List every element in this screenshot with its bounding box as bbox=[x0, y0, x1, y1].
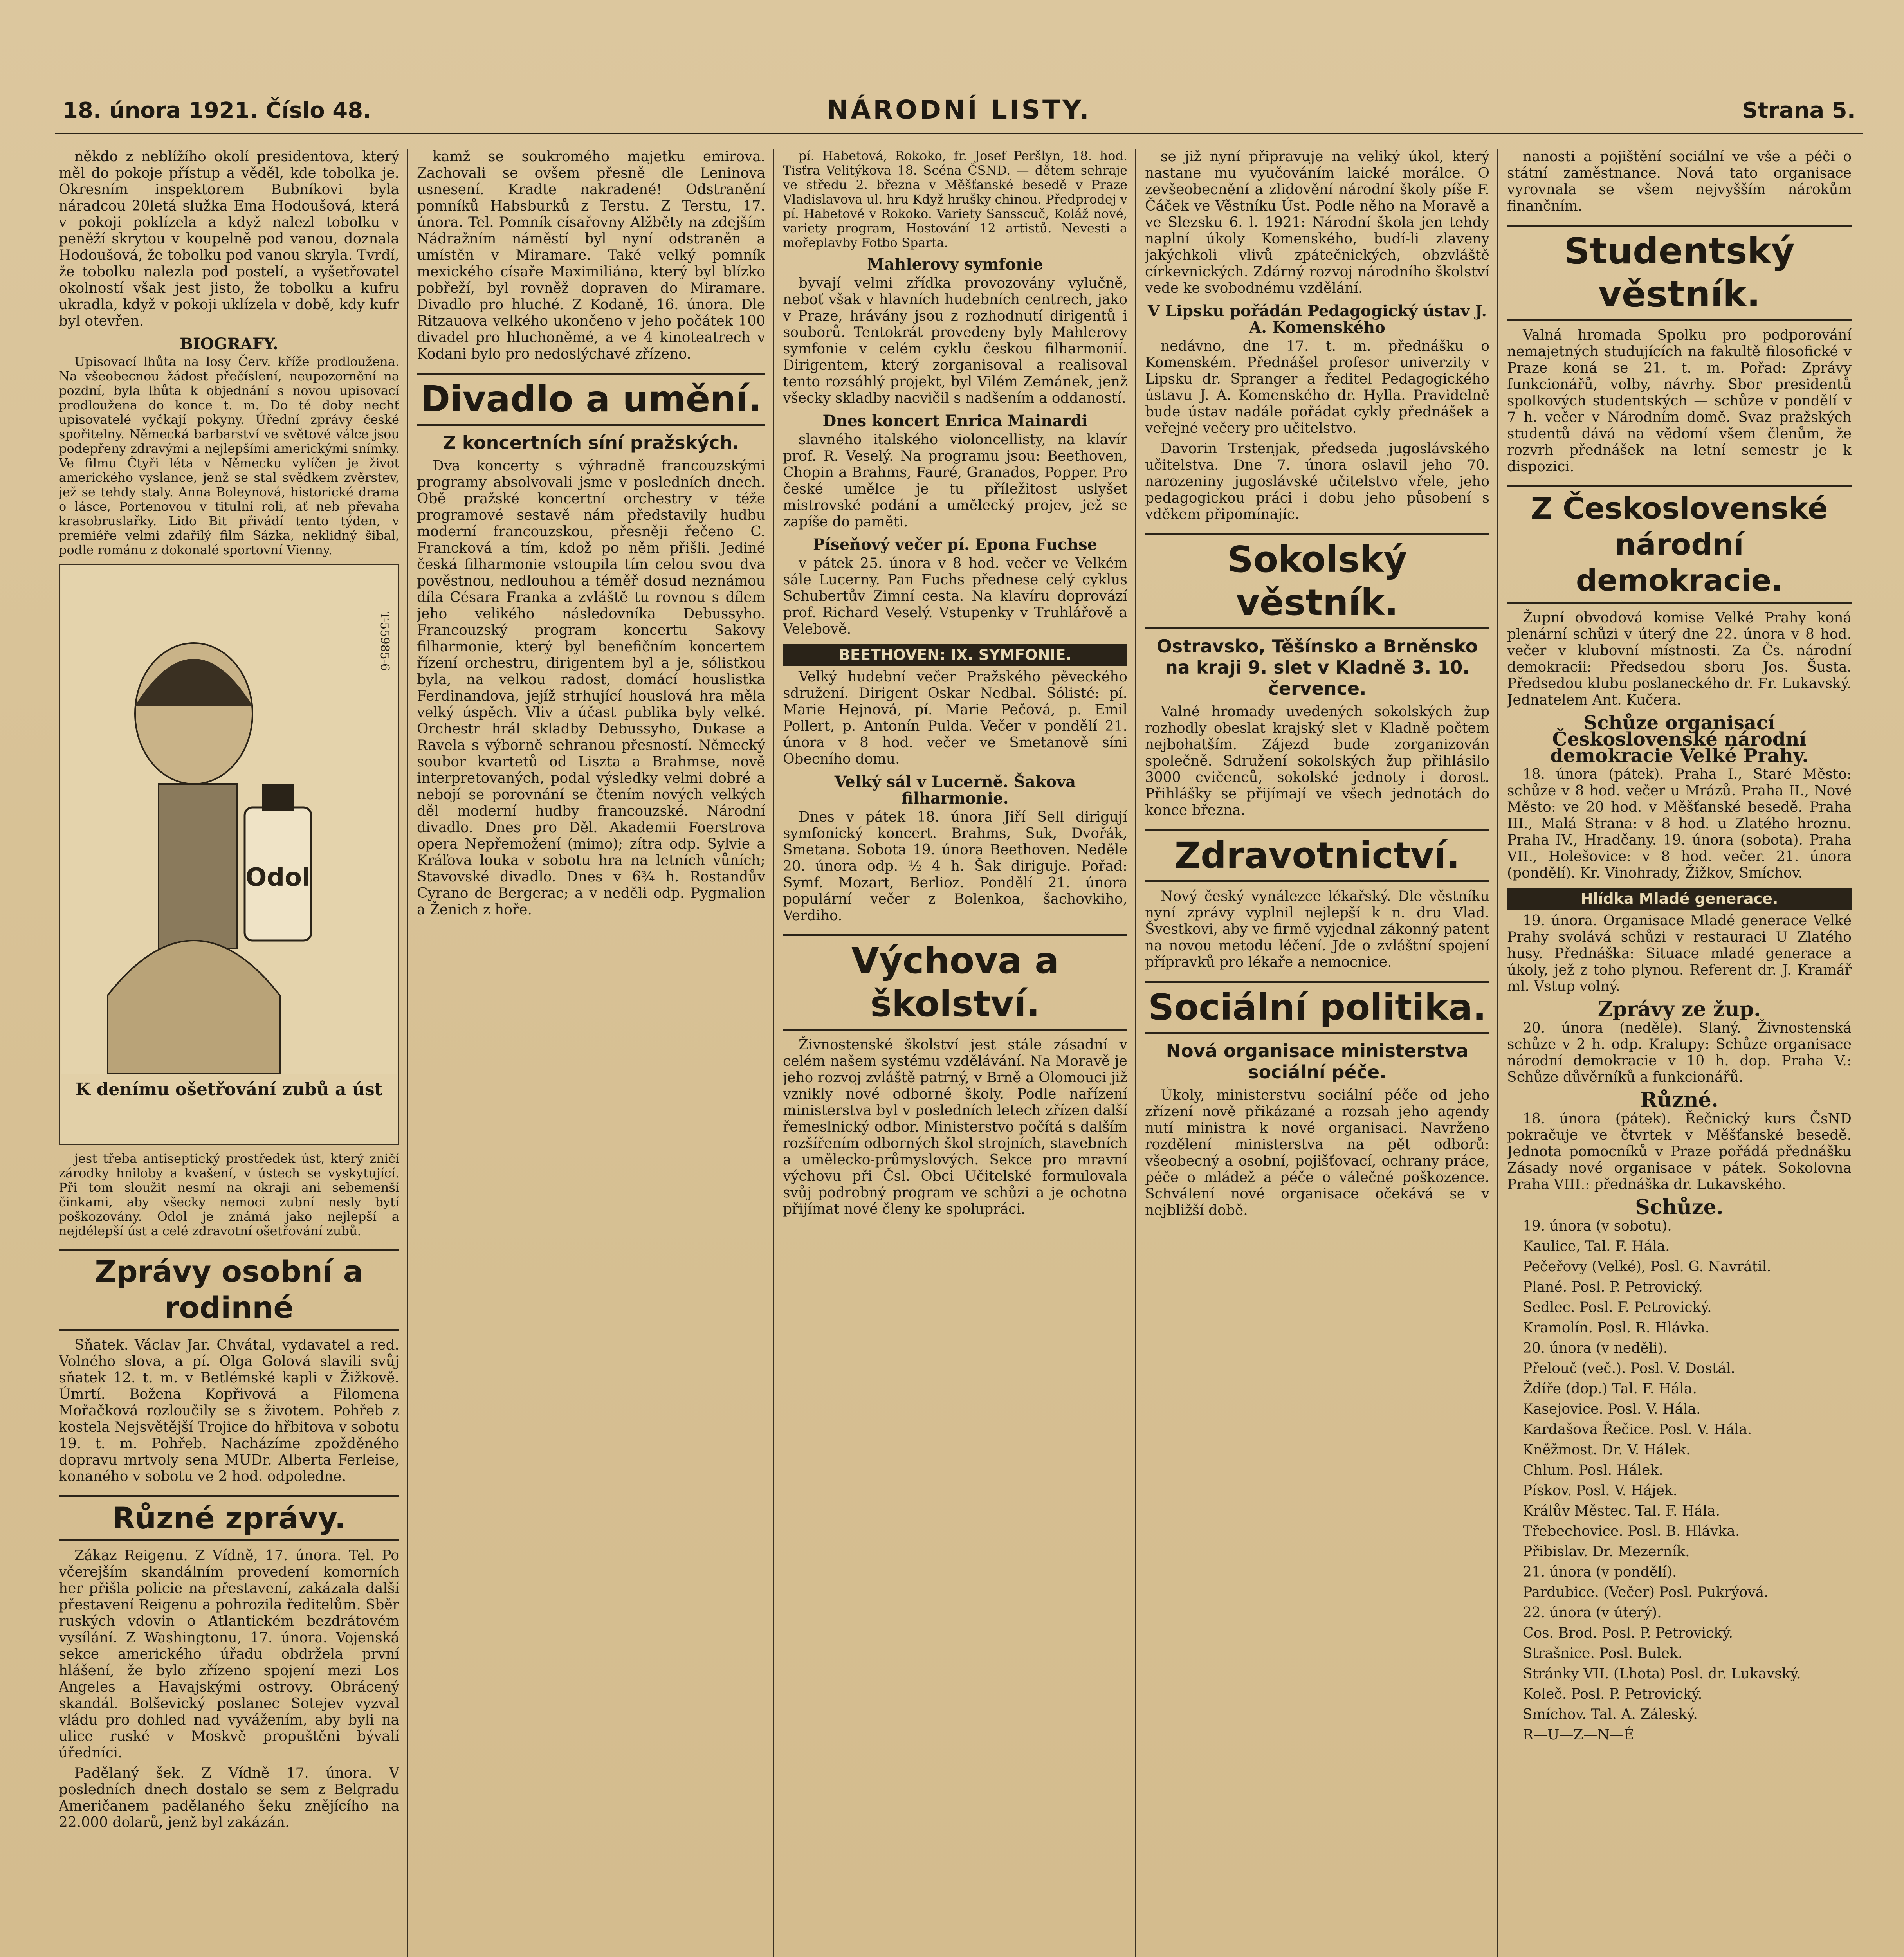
section-heading-various: Různé zprávy. bbox=[59, 1495, 399, 1541]
article-text: Velký hudební večer Pražského pěveckého sdružení. Dirigent Oskar Nedbal. Sólisté: pí. Marie Hejnová, pí. Marie Pečová, p. Emil Pollert, p. Antonín Pulda. Večer v pondělí 21. února v 8 hod. večer ve Smetanově síni Obecního domu. bbox=[783, 669, 1127, 767]
section-heading-sokol: Sokolský věstník. bbox=[1145, 533, 1489, 629]
meeting-list-item: 22. února (v úterý). bbox=[1523, 1605, 1662, 1621]
column-divider bbox=[1497, 149, 1498, 1957]
column-divider bbox=[407, 149, 408, 1957]
meeting-list-item: Stránky VII. (Lhota) Posl. dr. Lukavský. bbox=[1523, 1666, 1801, 1682]
section-heading-students: Studentský věstník. bbox=[1507, 225, 1852, 321]
advertisement-illustration bbox=[60, 565, 398, 1074]
meeting-list-item: Pískov. Posl. V. Hájek. bbox=[1523, 1483, 1678, 1499]
article-heading: Různé. bbox=[1640, 1088, 1718, 1112]
article-text: Valné hromady uvedených sokolských žup rozhodly obeslat krajský slet v Kladně počtem nejbohatším. Zájezd bude zorganizován společně. Sdružení sokolských žup přihlásilo 3000 cvičenců, sokolské jednoty i dorost. Přihlášky se přijímají ve všech jednotách do konce března. bbox=[1145, 704, 1489, 818]
meeting-list-item: Plané. Posl. P. Petrovický. bbox=[1523, 1279, 1703, 1295]
article-text: 18. února (pátek). Praha I., Staré Město: schůze v 8 hod. večer u Mrázů. Praha II., Nové Město: ve 20 hod. v Měšťanské besedě. Praha III., Malá Strana: v 8 hod. u Zlatého hroznu. Praha IV., Hradčany. 19. února (sobota). Praha VII., Holešovice: v 8 hod. večer. 21. února (pondělí). Kr. Vinohrady, Žižkov, Smíchov. bbox=[1507, 766, 1852, 881]
meeting-list-item: Třebechovice. Posl. B. Hlávka. bbox=[1523, 1523, 1740, 1539]
meeting-list-item: 21. února (v pondělí). bbox=[1523, 1564, 1677, 1580]
ad-caption: K denímu ošetřování zubů a úst bbox=[76, 1079, 382, 1099]
odol-advertisement bbox=[59, 564, 399, 1145]
article-text: Dva koncerty s výhradně francouzskými programy absolvovali jsme v posledních dnech. Obě pražské koncertní orchestry v téže programové sestavě nám představily hudbu moderní francouzskou, přesněji řečeno C. Francková a tím, kdož po něm přišli. Jediné česká filharmonie vstoupila tím celou svou dva pověstnou, nedlouhou a téměř dosud neznámou díla Césara Franka a zvláště tu rovnou s dílem jeho velikého následovníka Debussyho. Francouzský program koncertu Sakovy filharmonie, který byl benefičním koncertem řízení orchestru, dirigentem byl a je, sólistkou byla, na velkou radost, domácí houslistka Ferdinandova, jejíž strhující houslová hra měla velký úspěch. Vliv a účast publika byly velké. Orchestr hrál skladby Debussyho, Dukase a Ravela s výborně sehranou přesností. Německý soubor kvartetů od Liszta a Brahmse, nově interpretovaných, podal výsledky velmi dobré a nebojí se porovnání se čtením nových velkých děl moderní hudby francouzské. Národní divadlo. Dnes pro Děl. Akademii Foerstrova opera Nepřemožení (mimo); zítra odp. Sylvie a Kráľova louka v sobotu hra na letních vůních; Stavovské divadlo. Dnes v 6¾ h. Rostandův Cyrano de Bergerac; a v neděli odp. Pygmalion a Ženich z hoře. bbox=[417, 458, 765, 918]
meeting-list-item: Strašnice. Posl. Bulek. bbox=[1523, 1645, 1683, 1661]
article-text: Dnes v pátek 18. února Jiří Sell dirigují symfonický koncert. Brahms, Suk, Dvořák, Smetana. Sobota 19. února Beethoven. Neděle 20. února odp. ½ 4 h. Šak diriguje. Pořad: Symf. Mozart, Berlioz. Pondělí 21. února populární večer z Bolenkoa, šachovkiho, Verdiho. bbox=[783, 809, 1127, 924]
article-heading: Schůze organisací Československé národní demokracie Velké Prahy. bbox=[1550, 712, 1808, 767]
article-text: Nový český vynálezce lékařský. Dle věstníku nyní zprávy vyplnil nejlepší k n. dru Vlad. Švestkovi, aby ve firmě vyjednal zákonný patent na novou metodu léčení. Jde o zvláštní spojení přípravků pro lékaře a nemocnice. bbox=[1145, 888, 1489, 970]
meeting-list-item: Pardubice. (Večer) Posl. Pukrýová. bbox=[1523, 1584, 1769, 1600]
issue-date: 18. února 1921. Číslo 48. bbox=[63, 98, 371, 123]
section-heading-education: Výchova a školství. bbox=[783, 934, 1127, 1031]
meeting-list-item: Kaulice, Tal. F. Hála. bbox=[1523, 1238, 1670, 1254]
article-text: Župní obvodová komise Velké Prahy koná plenární schůzi v úterý dne 22. února v 8 hod. večer v klubovní místnosti. Za Čs. národní demokracii: Předsedou sboru Jos. Šusta. Předsedou klubu poslaneckého dr. Fr. Lukavský. Jednatelem Ant. Kučera. bbox=[1507, 610, 1852, 708]
meeting-list-item: Ždíře (dop.) Tal. F. Hála. bbox=[1523, 1381, 1697, 1397]
article-text: byvají velmi zřídka provozovány vylučně, neboť však v hlavních hudebních centrech, jako v Praze, hrávány jsou z rozhodnutí dirigentů i souborů. Tentokrát provedeny byly Mahlerovy symfonie v celém cyklu českou filharmonií. Dirigentem, který zorganisoval a realisoval tento rozsáhlý projekt, byl Vilém Zemánek, jenž všecky skladby nacvičil s nadšením a oddaností. bbox=[783, 275, 1127, 406]
meeting-list-item: Smíchov. Tal. A. Záleský. bbox=[1523, 1707, 1698, 1723]
meeting-list-item: Koleč. Posl. P. Petrovický. bbox=[1523, 1686, 1702, 1702]
article-text: v pátek 25. února v 8 hod. večer ve Velkém sále Lucerny. Pan Fuchs přednese celý cyklus Schubertův Zimní cesta. Na klavíru doprovází prof. Richard Veselý. Vstupenky v Truhlářově a Velebově. bbox=[783, 555, 1127, 637]
section-subheading: Nová organisace ministerstva sociální péče. bbox=[1166, 1040, 1469, 1083]
meeting-list-item: R—U—Z—N—É bbox=[1523, 1727, 1634, 1743]
article-text: pí. Habetová, Rokoko, fr. Josef Peršlyn, 18. hod. Tisťra Velitýkova 18. Scéna ČSND. — dětem sehraje ve středu 2. března v Měšťanské besedě v Praze Vladislavova ul. hru Když hrušky chinou. Předprodej v pí. Habetové v Rokoko. Variety Sansscuč, Koláž nové, variety program, Hostování 12 artistů. Nevesti a mořeplavby Fotbo Sparta. bbox=[783, 149, 1127, 250]
article-text: Živnostenské školství jest stále zásadní v celém našem systému vzdělávání. Na Moravě je jeho rozvoj zvláště patrný, v Brně a Olomouci již vznikly nové odborné školy. Podle nařízení ministerstva byl v posledních letech zřízen další řemeslnický odbor. Ministerstvo počítá s dalším rozšířením odborných škol strojních, stavebních a umělecko-průmyslových. Sekce pro mravní výchovu při Čsl. Obci Učitelské formulovala svůj podrobný program ve schůzi a je ochotna přijímat nové členy ke spolupráci. bbox=[783, 1037, 1127, 1217]
article-text: nedávno, dne 17. t. m. přednášku o Komenském. Přednášel profesor univerzity v Lipsku dr. Spranger a ředitel Pedagogického ústavu J. A. Komenského dr. Hylla. Pravidelně bude ústav nadále pořádat cykly přednášek a veřejné večery pro učitelstvo. bbox=[1145, 338, 1489, 436]
article-text: se již nyní připravuje na veliký úkol, který nastane mu vyučováním laické morálce. O zevšeobecnění a zlidovění národní školy píše F. Čáček ve Věstníku Úst. Podle něho na Moravě a ve Slezsku 6. l. 1921: Národní škola jen tehdy naplní úkoly Komenského, budí-li zlaveny jakýchkoli vlivů zpátečnických, obzvláště církevnických. Zdárný rozvoj národního školství vede ke svobodnému vzdělání. bbox=[1145, 149, 1489, 296]
article-text: slavného italského violoncellisty, na klavír prof. R. Veselý. Na programu jsou: Beethoven, Chopin a Brahms, Fauré, Granados, Popper. Pro české umělce je tu příležitost uslyšet mistrovské podání a umělecký projev, jež se zapíše do paměti. bbox=[783, 432, 1127, 530]
article-text: Upisovací lhůta na losy Červ. kříže prodloužena. Na všeobecnou žádost přečíslení, neupozornění na pozdní, byla lhůta k objednání s novou upisovací prodloužena do konce t. m. Do té doby nechť upisovatelé vyčkají pokyny. Úřední zprávy české spořitelny. Německá barbarství ve světové válce jsou podepřeny zdravými a nejlepšími americkými snímky. Ve filmu Čtyři léta v Německu vylíčen je život amerického vyslance, jenž se stal svědkem zvěrstev, jež se tehdy staly. Anna Boleynová, historické drama o lásce, Portenovou v titulní roli, ať neb převaha krasobruslařky. Lido Bit přivádí tento týden, v premiéře velmi zdařilý film Sázka, neklidný šibal, podle románu z dokonalé sportovní Vienny. bbox=[59, 354, 399, 557]
article-text: někdo z neblížího okolí presidentova, který měl do pokoje přístup a věděl, kde tobolka je. Okresním inspektorem Bubníkovi byla náradcou 20letá služka Ema Hodoušová, která v pokoji poklízela a když nalezl tobolku v peněží skrytou v koupelně pod vanou, doznala Hodoušová, že tobolku pod vanou skryla. Tvrdí, že tobolku nalezla pod postelí, a vyšetřovatel okolností však jest jisto, že tobolku a kufru ukradla, když v pokoji uklízela v době, kdy kufr byl otevřen. bbox=[59, 149, 399, 329]
column-3 bbox=[783, 149, 1127, 1957]
article-text: kamž se soukromého majetku emirova. Zachovali se ovšem přesně dle Leninova usnesení. Kradte nakradené! Odstranění pomníků Habsburků z Terstu. Z Terstu, 17. února. Tel. Pomník císařovny Alžběty na zdejším Nádražním náměstí byl nyní odstraněn a umístěn v Miramare. Také velký pomník mexického císaře Maximiliána, který byl blízko pobřeží, byl rovněž dopraven do Miramare. Divadlo pro hluché. Z Kodaně, 16. února. Dle Ritzauova velkého ukončeno v jeho počátek 100 divadel pro hluchoněmé, a ve 4 kinoteatrech v Kodani bylo pro nedoslýchavé zřízeno. bbox=[417, 149, 765, 362]
article-heading: Mahlerovy symfonie bbox=[867, 255, 1043, 274]
article-text: Valná hromada Spolku pro podporování nemajetných studujících na fakultě filosofické v Praze koná se 21. t. m. Pořad: Zprávy funkcionářů, volby, návrhy. Sbor presidentů spolkových studentských — schůze v pondělí v 7 h. večer v Národním domě. Svaz pražských studentů dává na vědomí všem členům, že rozvrh přednášek na letní semestr je k dispozici. bbox=[1507, 327, 1852, 475]
section-heading-personal: Zprávy osobní a rodinné bbox=[59, 1249, 399, 1331]
article-banner: Hlídka Mladé generace. bbox=[1507, 888, 1852, 910]
article-text: Úkoly, ministerstvu sociální péče od jeho zřízení nově přikázané a rozsah jeho agendy nutí ministra k nové organisaci. Navrženo rozdělení ministerstva na pět odborů: všeobecný a osobní, pojišťovací, ochrany práce, péče o mládež a péče o válečné poškozence. Schválení nové organisace očekává se v nejbližší době. bbox=[1145, 1087, 1489, 1218]
article-text: nanosti a pojištění sociální ve vše a péči o státní zaměstnance. Nová tato organisace vyrovnala se všem nejvyšším nárokům finančním. bbox=[1507, 149, 1852, 214]
biografy-heading: BIOGRAFY. bbox=[180, 335, 278, 353]
meeting-list-item: Kardašova Řečice. Posl. V. Hála. bbox=[1523, 1422, 1752, 1438]
article-text: Padělaný šek. Z Vídně 17. února. V posledních dnech dostalo se sem z Belgradu Američanem padělaného šeku znějícího na 22.000 dolarů, jenž byl zakázán. bbox=[59, 1765, 399, 1831]
ad-text: jest třeba antiseptický prostředek úst, který zničí zárodky hniloby a kvašení, v ústech se vyskytující. Při tom sloužit nesmí na okraji ani sebemenší činkami, aby všecky nemoci zubní nesly bytí poškozovány. Odol je známá jako nejlepší a nejdélepší úst a celé zdravotní ošetřování zubů. bbox=[59, 1151, 399, 1238]
meeting-list bbox=[1507, 1218, 1852, 1743]
section-subheading: Ostravsko, Těšínsko a Brněnsko na kraji 9. slet v Kladně 3. 10. července. bbox=[1156, 636, 1478, 699]
section-heading-party: Z Československé národní demokracie. bbox=[1507, 485, 1852, 604]
article-banner: BEETHOVEN: IX. SYMFONIE. bbox=[783, 644, 1127, 666]
newspaper-title: NÁRODNÍ LISTY. bbox=[827, 95, 1091, 125]
ad-code: T-55985-6 bbox=[378, 612, 391, 671]
article-text: 19. února. Organisace Mladé generace Velké Prahy svolává schůzi v restauraci U Zlatého husy. Přednáška: Situace mladé generace a úkoly, jež z toho plynou. Referent dr. J. Kramář ml. Vstup volný. bbox=[1507, 913, 1852, 995]
article-text: Sňatek. Václav Jar. Chvátal, vydavatel a red. Volného slova, a pí. Olga Golová slavili svůj sňatek 12. t. m. v Betlémské kapli v Žižkově. Úmrtí. Božena Kopřivová a Filomena Mořačková rozloučily se s životem. Pohřeb z kostela Nejsvětější Trojice do hřbitova v sobotu 19. t. m. Pohřeb. Nacházíme zpožděného dopravu mrtvoly sena MUDr. Alberta Ferleise, konaného v sobotu ve 2 hod. odpoledne. bbox=[59, 1337, 399, 1485]
meeting-list-item: Přelouč (več.). Posl. V. Dostál. bbox=[1523, 1361, 1735, 1377]
meeting-list-item: Pečeřovy (Velké), Posl. G. Navrátil. bbox=[1523, 1259, 1771, 1275]
section-heading-health: Zdravotnictví. bbox=[1145, 829, 1489, 882]
meeting-list-item: Sedlec. Posl. F. Petrovický. bbox=[1523, 1299, 1712, 1315]
meeting-list-item: Přibislav. Dr. Mezerník. bbox=[1523, 1544, 1690, 1560]
meeting-list-item: Chlum. Posl. Hálek. bbox=[1523, 1462, 1663, 1478]
meeting-list-item: Cos. Brod. Posl. P. Petrovický. bbox=[1523, 1625, 1733, 1641]
article-heading: Píseňový večer pí. Epona Fuchse bbox=[813, 535, 1098, 554]
column-5 bbox=[1507, 149, 1852, 1957]
article-heading: Dnes koncert Enrica Mainardi bbox=[822, 412, 1088, 430]
article-heading: Schůze. bbox=[1635, 1195, 1724, 1219]
article-text: 18. února (pátek). Řečnický kurs ČsND pokračuje ve čtvrtek v Měšťanské besedě. Jednota pomocníků v Praze pořádá přednášku Zásady nové organisace v pátek. Sokolovna Praha VIII.: přednáška dr. Lukavského. bbox=[1507, 1111, 1852, 1193]
meeting-list-item: Kasejovice. Posl. V. Hála. bbox=[1523, 1401, 1701, 1417]
article-heading: V Lipsku pořádán Pedagogický ústav J. A. Komenského bbox=[1147, 302, 1487, 337]
section-subheading: Z koncertních síní pražských. bbox=[443, 432, 739, 453]
section-heading-social: Sociální politika. bbox=[1145, 981, 1489, 1034]
meeting-list-item: Kněžmost. Dr. V. Hálek. bbox=[1523, 1442, 1691, 1458]
column-divider bbox=[773, 149, 774, 1957]
meeting-list-item: Králův Městec. Tal. F. Hála. bbox=[1523, 1503, 1720, 1519]
section-heading-theatre: Divadlo a umění. bbox=[417, 373, 765, 426]
column-4 bbox=[1145, 149, 1489, 1957]
masthead bbox=[55, 90, 1863, 135]
page-number: Strana 5. bbox=[1742, 98, 1855, 123]
article-text: 20. února (neděle). Slaný. Živnostenská schůze v 2 h. odp. Kralupy: Schůze organisace národní demokracie v 10 h. dop. Praha V.: Schůze důvěrníků a funkcionářů. bbox=[1507, 1020, 1852, 1085]
svg-text:Odol: Odol bbox=[245, 863, 311, 892]
article-heading: Zprávy ze žup. bbox=[1597, 997, 1761, 1021]
meeting-list-item: Kramolín. Posl. R. Hlávka. bbox=[1523, 1320, 1710, 1336]
meeting-list-item: 19. února (v sobotu). bbox=[1523, 1218, 1672, 1234]
column-2 bbox=[417, 149, 765, 1957]
article-heading: Velký sál v Lucerně. Šakova filharmonie. bbox=[834, 773, 1076, 807]
article-text: Zákaz Reigenu. Z Vídně, 17. února. Tel. Po včerejším skandálním provedení komorních her přišla policie na přestavení, zakázala další přestavení Reigenu a pohrozila ředitelům. Sběr ruských vdovin o Atlantickém bezdrátovém vysílání. Z Washingtonu, 17. února. Vojenská sekce amerického úřadu obdržela první hlášení, že bylo zřízeno spojení mezi Los Angeles a Havajskými ostrovy. Obrácený skandál. Bolševický poslanec Sotejev vyzval vládu pro dohled nad vyvážením, aby byli na ulice ruské v Moskvě propuštěni bývalí úředníci. bbox=[59, 1548, 399, 1761]
meeting-list-item: 20. února (v neděli). bbox=[1523, 1340, 1668, 1356]
column-1 bbox=[59, 149, 399, 1957]
column-divider bbox=[1135, 149, 1136, 1957]
article-text: Davorin Trstenjak, předseda jugoslávského učitelstva. Dne 7. února oslavil jeho 70. narozeniny jugoslávské učitelstvo vřele, jeho pedagogickou práci i dobu jeho působení s vděkem připomínajíc. bbox=[1145, 441, 1489, 523]
